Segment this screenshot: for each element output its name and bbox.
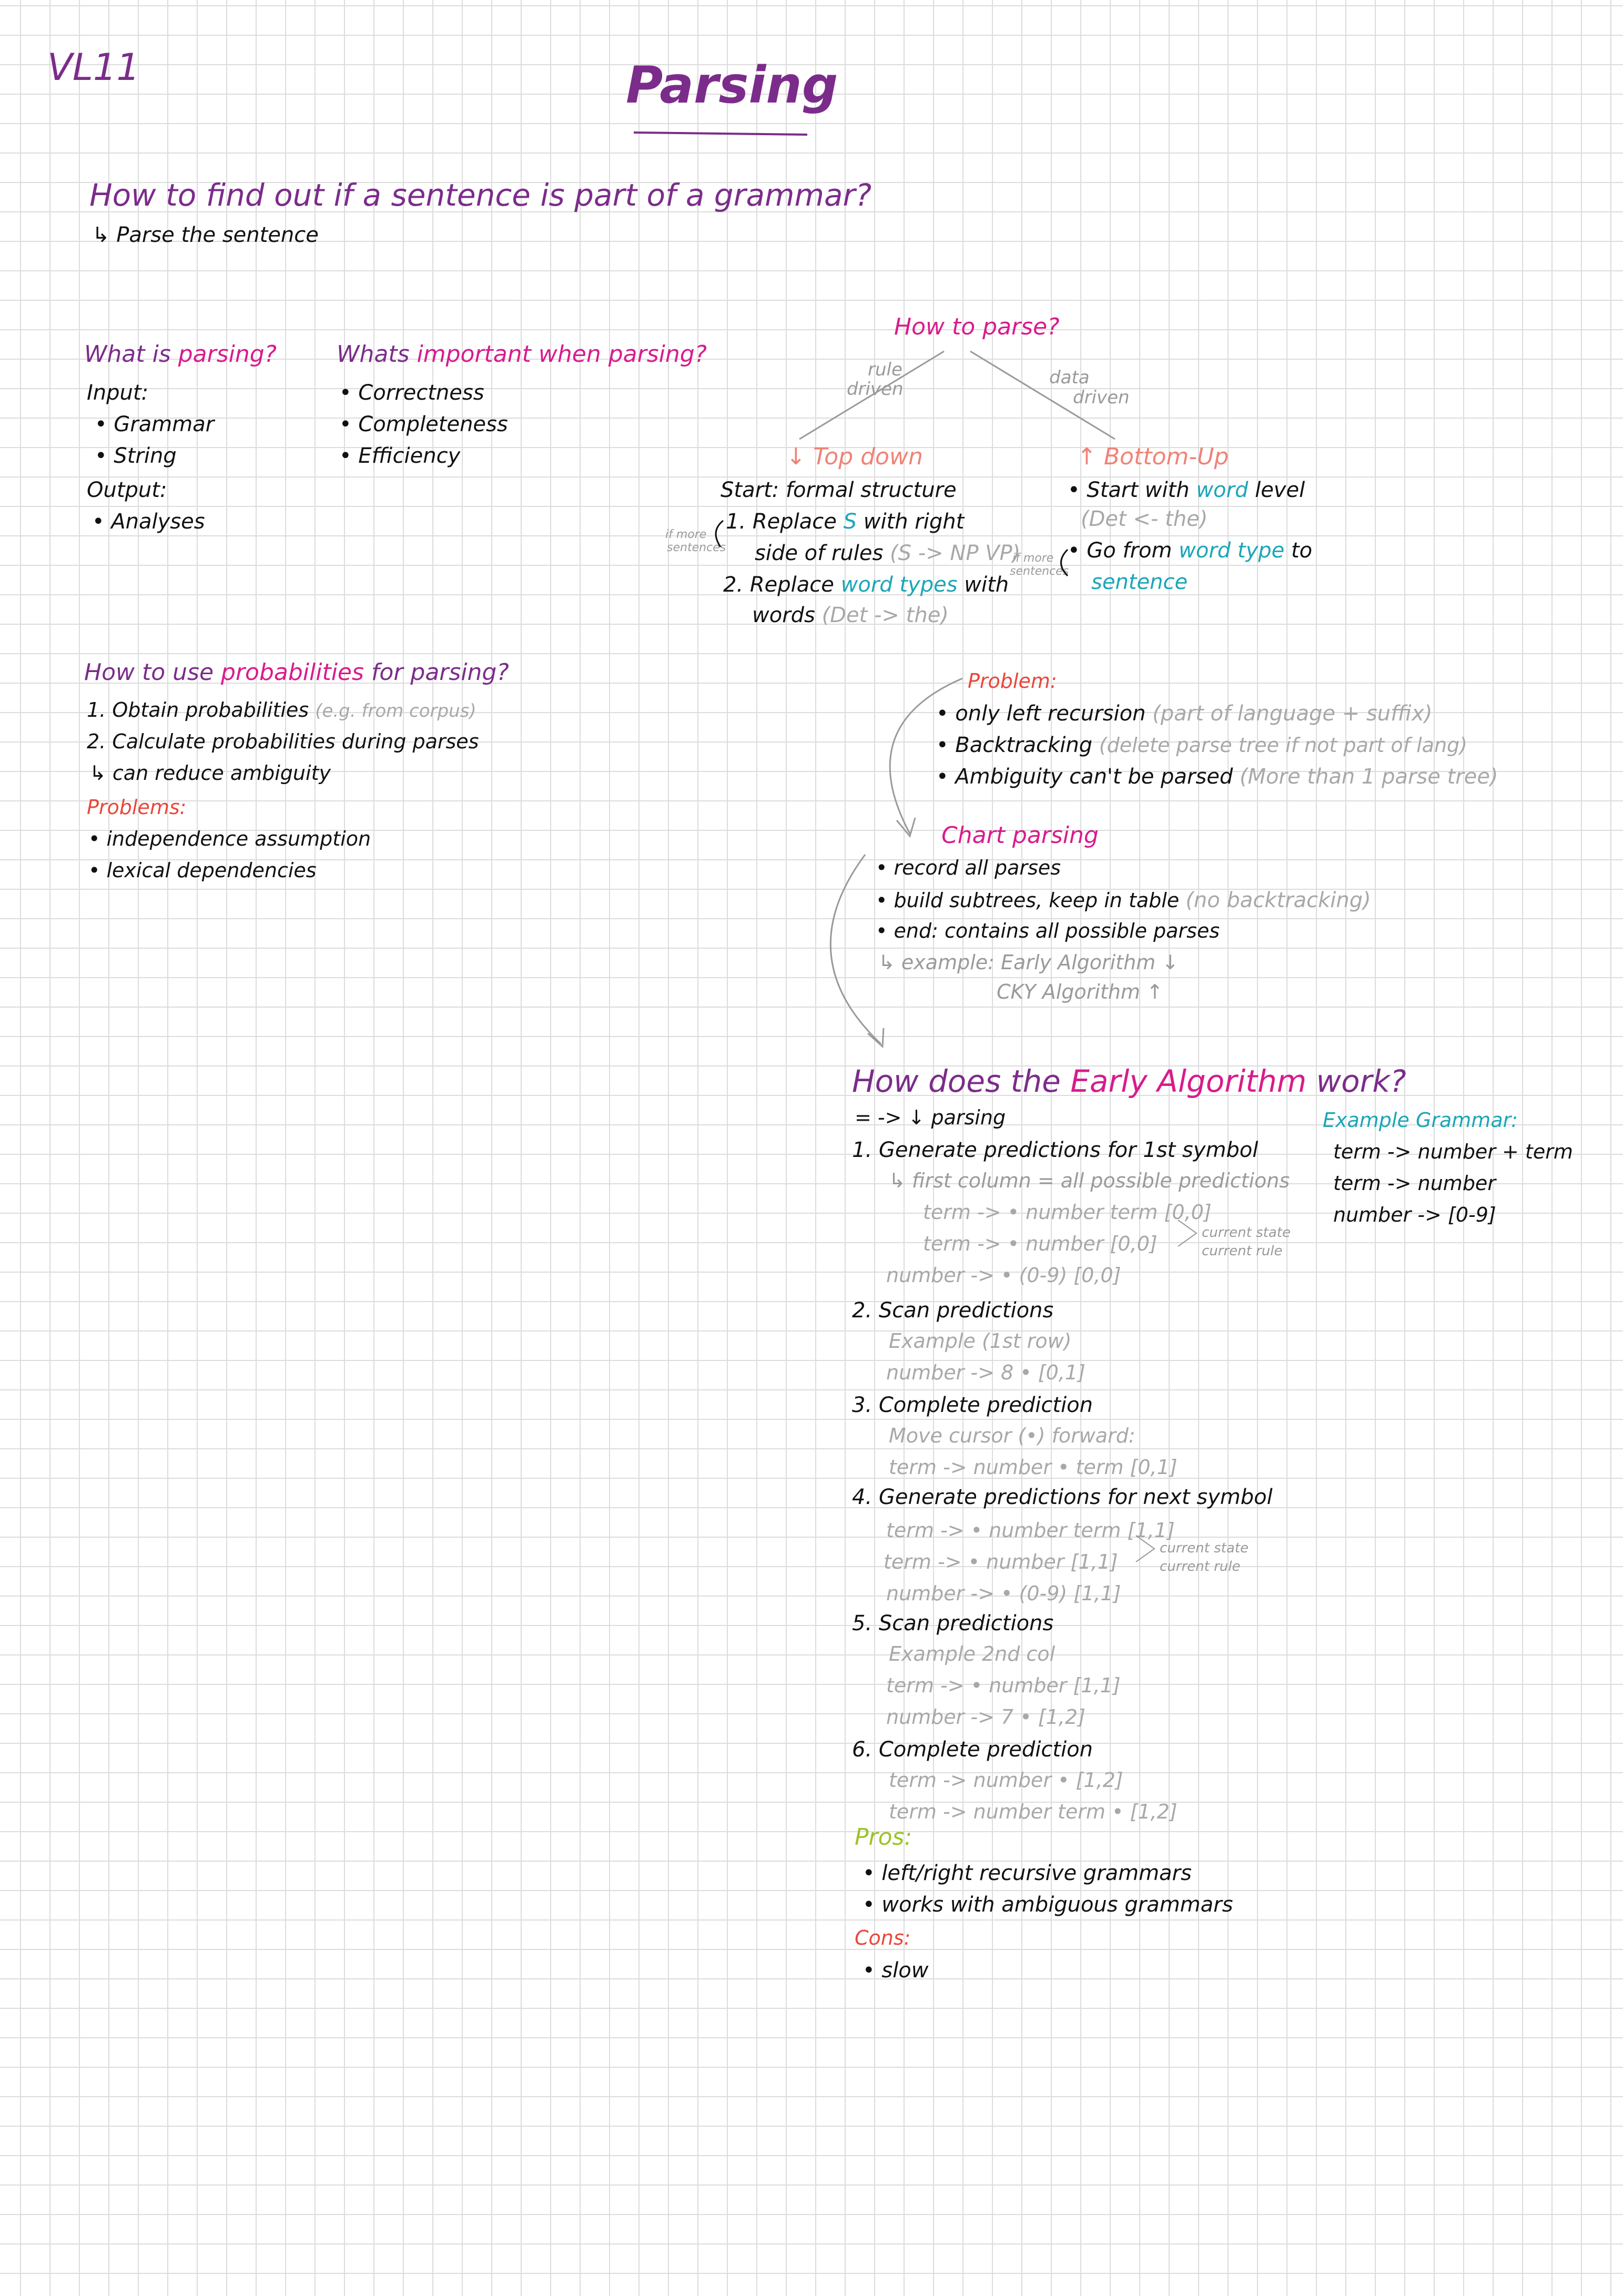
early-how-does: How does the <box>852 1063 1071 1099</box>
prob-problem-1: • independence assumption <box>88 827 371 850</box>
early-step-1-c: term -> • number [0,0] <box>923 1232 1158 1255</box>
prob-for-parsing: for parsing? <box>363 659 509 686</box>
input-string: • String <box>95 444 177 468</box>
early-step-6-a: term -> number • [1,2] <box>889 1769 1123 1792</box>
early-step-5-a: Example 2nd col <box>889 1642 1056 1665</box>
early-step-1-b: term -> • number term [0,0] <box>923 1201 1212 1224</box>
chart-no-backtracking: (no backtracking) <box>1185 888 1371 912</box>
early-step-5-c: number -> 7 • [1,2] <box>886 1705 1086 1729</box>
important-efficiency: • Efficiency <box>339 444 461 468</box>
problem-ambiguity-note: (More than 1 parse tree) <box>1239 765 1498 789</box>
td-side-of-rules: side of rules <box>755 541 890 565</box>
how-to-parse-title: How to parse? <box>894 313 1060 340</box>
chart-parsing-example-1: ↳ example: Early Algorithm ↓ <box>878 951 1179 974</box>
bu-level: level <box>1248 478 1305 502</box>
early-step-6-b: term -> number term • [1,2] <box>889 1800 1178 1823</box>
early-work: work? <box>1306 1063 1406 1099</box>
main-question: How to find out if a sentence is part of a grammar? <box>89 177 872 213</box>
td-with: with <box>957 573 1009 597</box>
early-step-1-a: ↳ first column = all possible predictions <box>889 1169 1290 1192</box>
td-replace-2: 2. Replace <box>723 573 841 597</box>
bu-to: to <box>1284 539 1313 563</box>
bu-start-with: • Start with <box>1068 478 1196 502</box>
output-label: Output: <box>87 478 167 502</box>
early-step-2-b: number -> 8 • [0,1] <box>886 1361 1086 1384</box>
rule-driven-2: driven <box>847 379 904 400</box>
input-label: Input: <box>87 381 149 405</box>
bracket-current-2 <box>1136 1536 1154 1562</box>
td-word-example: (Det -> the) <box>821 603 949 627</box>
top-down-line-1: Start: formal structure <box>721 478 957 502</box>
important-keyword: important when parsing? <box>417 341 707 368</box>
prob-corpus-note: (e.g. from corpus) <box>315 700 476 722</box>
bu-word: word <box>1196 478 1249 502</box>
td-words: words <box>752 603 822 627</box>
main-answer: ↳ Parse the sentence <box>92 223 319 247</box>
early-keyword: Early Algorithm <box>1070 1063 1307 1099</box>
problem-backtracking-note: (delete parse tree if not part of lang) <box>1099 734 1467 757</box>
early-step-4-c: number -> • (0-9) [1,1] <box>886 1582 1121 1605</box>
bu-go-from: • Go from <box>1068 539 1179 563</box>
pros-item-2: • works with ambiguous grammars <box>863 1893 1233 1917</box>
whats-label: Whats <box>337 341 417 368</box>
lecture-label: VL11 <box>47 46 140 89</box>
early-current-state-1: current state <box>1202 1225 1291 1241</box>
example-grammar-title: Example Grammar: <box>1323 1109 1518 1132</box>
prob-problem-2: • lexical dependencies <box>88 859 317 882</box>
early-step-3-a: Move cursor (•) forward: <box>889 1424 1135 1447</box>
chart-parsing-line-1: • record all parses <box>876 856 1061 879</box>
important-correctness: • Correctness <box>339 381 484 405</box>
early-step-5-b: term -> • number [1,1] <box>886 1674 1121 1697</box>
arrow-chart-to-early <box>830 855 881 1044</box>
td-s-symbol: S <box>843 510 857 534</box>
pros-label: Pros: <box>855 1824 912 1851</box>
cons-label: Cons: <box>855 1926 911 1949</box>
prob-keyword: probabilities <box>221 659 364 686</box>
td-word-types: word types <box>840 573 958 597</box>
chart-parsing-title: Chart parsing <box>941 822 1099 849</box>
early-current-rule-2: current rule <box>1160 1559 1241 1574</box>
early-step-1-d: number -> • (0-9) [0,0] <box>886 1264 1121 1287</box>
arrow-chart-to-early-head <box>868 1028 884 1047</box>
problem-left-recursion-note: (part of language + suffix) <box>1152 702 1433 726</box>
prob-how-to-use: How to use <box>84 659 221 686</box>
early-step-3: 3. Complete prediction <box>852 1393 1093 1417</box>
prob-obtain: 1. Obtain probabilities <box>87 698 316 722</box>
chart-parsing-example-2: CKY Algorithm ↑ <box>997 980 1163 1003</box>
problem-backtracking: • Backtracking <box>936 733 1099 757</box>
td-replace-1: 1. Replace <box>726 510 844 534</box>
if-more-note-2a: if more <box>1012 552 1054 565</box>
early-current-state-2: current state <box>1160 1540 1249 1556</box>
brace-left <box>716 521 723 547</box>
early-step-1: 1. Generate predictions for 1st symbol <box>852 1138 1259 1162</box>
bottom-up-line-4: sentence <box>1091 570 1188 594</box>
early-step-4-b: term -> • number [1,1] <box>884 1550 1118 1573</box>
chart-subtrees: • build subtrees, keep in table <box>876 889 1186 912</box>
example-grammar-rule-3: number -> [0-9] <box>1333 1203 1496 1226</box>
brace-right <box>1061 550 1068 576</box>
if-more-note-2b: sentences <box>1010 565 1069 578</box>
bottom-up-line-2: (Det <- the) <box>1081 507 1208 531</box>
top-down-heading: ↓ Top down <box>786 443 923 470</box>
td-with-right: with right <box>857 510 965 534</box>
rule-driven-1: rule <box>868 359 902 380</box>
bracket-current-1 <box>1178 1220 1196 1246</box>
early-step-3-b: term -> number • term [0,1] <box>889 1456 1178 1479</box>
prob-ambiguity: ↳ can reduce ambiguity <box>89 761 331 785</box>
bottom-up-heading: ↑ Bottom-Up <box>1077 443 1229 470</box>
important-completeness: • Completeness <box>339 412 508 436</box>
output-analyses: • Analyses <box>92 510 205 534</box>
problem-left-recursion: • only left recursion <box>936 702 1153 726</box>
input-grammar: • Grammar <box>95 412 215 436</box>
parsing-keyword: parsing? <box>178 341 277 368</box>
early-step-4-a: term -> • number term [1,1] <box>886 1519 1175 1542</box>
data-driven-2: driven <box>1073 387 1130 408</box>
example-grammar-rule-1: term -> number + term <box>1333 1140 1573 1163</box>
problem-title: Problem: <box>968 669 1057 693</box>
chart-parsing-line-3: • end: contains all possible parses <box>876 919 1220 942</box>
if-more-note-1b: sentences <box>667 541 726 554</box>
early-step-4: 4. Generate predictions for next symbol <box>852 1485 1273 1509</box>
example-grammar-rule-2: term -> number <box>1333 1172 1496 1195</box>
what-is-label: What is <box>84 341 178 368</box>
problem-ambiguity: • Ambiguity can't be parsed <box>936 765 1240 789</box>
td-rule-example: (S -> NP VP) <box>890 541 1021 565</box>
bu-word-type: word type <box>1179 539 1285 563</box>
prob-problems-label: Problems: <box>87 796 187 819</box>
data-driven-1: data <box>1049 367 1090 388</box>
if-more-note-1a: if more <box>665 528 707 541</box>
title-underline <box>634 133 807 135</box>
pros-item-1: • left/right recursive grammars <box>863 1861 1192 1885</box>
tree-line-left <box>799 351 944 439</box>
early-step-5: 5. Scan predictions <box>852 1611 1054 1635</box>
arrow-problem-to-chart <box>890 678 962 834</box>
early-step-2-a: Example (1st row) <box>889 1329 1072 1353</box>
page-title: Parsing <box>626 56 838 115</box>
cons-item-1: • slow <box>863 1958 929 1983</box>
early-arrow-note: = -> ↓ parsing <box>855 1106 1006 1129</box>
tree-line-right <box>970 351 1115 439</box>
early-step-6: 6. Complete prediction <box>852 1738 1093 1762</box>
prob-step-2: 2. Calculate probabilities during parses <box>87 730 479 753</box>
early-current-rule-1: current rule <box>1202 1243 1283 1259</box>
early-step-2: 2. Scan predictions <box>852 1298 1054 1323</box>
